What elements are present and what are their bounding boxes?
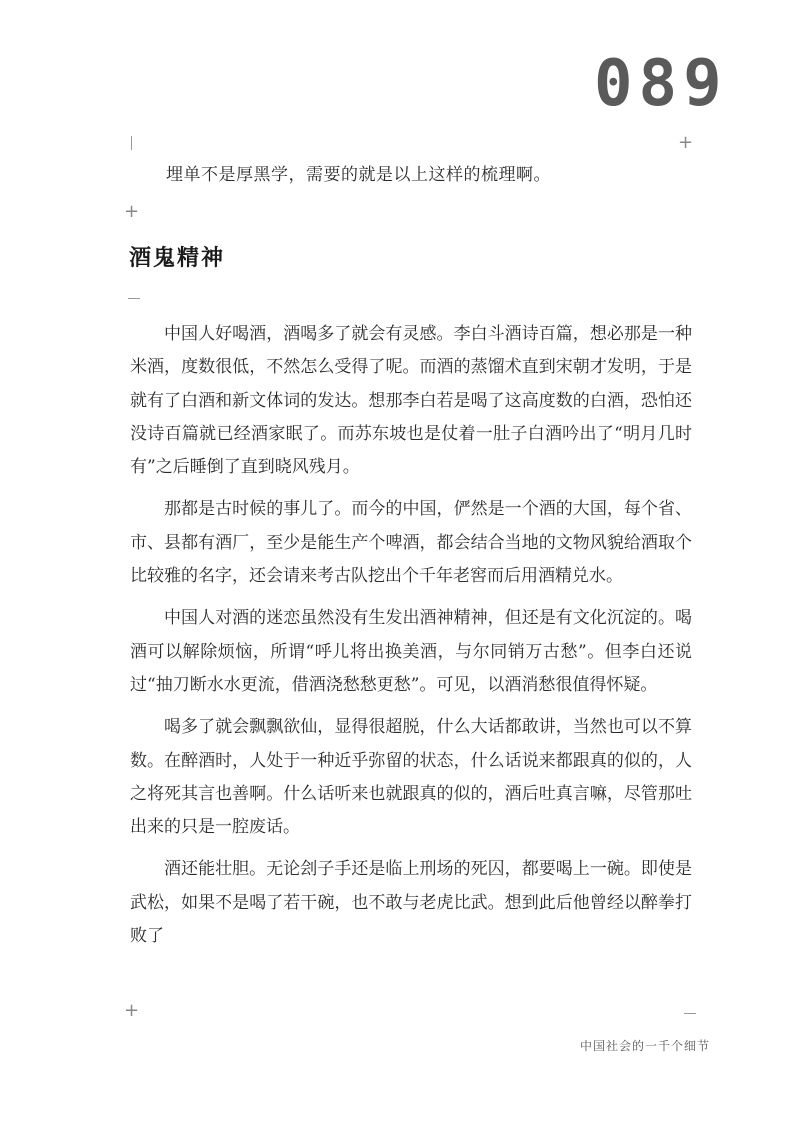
crop-mark-left-middle: + [124, 201, 140, 222]
running-footer: 中国社会的一千个细节 [580, 1039, 711, 1053]
continued-text: 埋单不是厚黑学，需要的就是以上这样的梳理啊。 [166, 165, 551, 185]
paragraph: 那都是古时候的事儿了。而今的中国，俨然是一个酒的大国，每个省、市、县都有酒厂，至少是能生产个啤酒，都会结合当地的文物风貌给酒取个比较雅的名字，还会请来考古队挖出个千年老窖而后用酒精兑水。 [130, 499, 692, 587]
paragraph: 喝多了就会飘飘欲仙，显得很超脱，什么大话都敢讲，当然也可以不算数。在醉酒时，人处于一种近乎弥留的状态，什么话说来都跟真的似的，人之将死其言也善啊。什么话听来也就跟真的似的，酒后吐真言嘛，尽管那吐出来的只是一腔废话。 [130, 717, 692, 838]
crop-mark-left-bottom: + [124, 1000, 140, 1021]
paragraph: 中国人好喝酒，酒喝多了就会有灵感。李白斗酒诗百篇，想必那是一种米酒，度数很低，不然怎么受得了呢。而酒的蒸馏术直到宋朝才发明，于是就有了白酒和新文体词的发达。想那李白若是喝了这高度数的白酒，恐怕还没诗百篇就已经酒家眠了。而苏东坡也是仗着一肚子白酒吟出了“明月几时有”之后睡倒了直到晓风残月。 [130, 324, 692, 478]
crop-mark-right-top: + [678, 132, 694, 153]
section-title: 酒鬼精神 [129, 246, 226, 271]
crop-mark-left-under-title [128, 298, 140, 299]
crop-mark-right-bottom [684, 1013, 696, 1014]
body-text [130, 318, 692, 962]
crop-mark-left-top [131, 136, 132, 150]
page-number: 089 [594, 47, 728, 121]
paragraph: 酒还能壮胆。无论刽子手还是临上刑场的死囚，都要喝上一碗。即使是武松，如果不是喝了若干碗，也不敢与老虎比武。想到此后他曾经以醉拳打败了 [130, 859, 692, 947]
paragraph: 中国人对酒的迷恋虽然没有生发出酒神精神，但还是有文化沉淀的。喝酒可以解除烦恼，所谓“呼儿将出换美酒，与尔同销万古愁”。但李白还说过“抽刀断水水更流，借酒浇愁愁更愁”。可见，以酒消愁很值得怀疑。 [130, 608, 692, 695]
